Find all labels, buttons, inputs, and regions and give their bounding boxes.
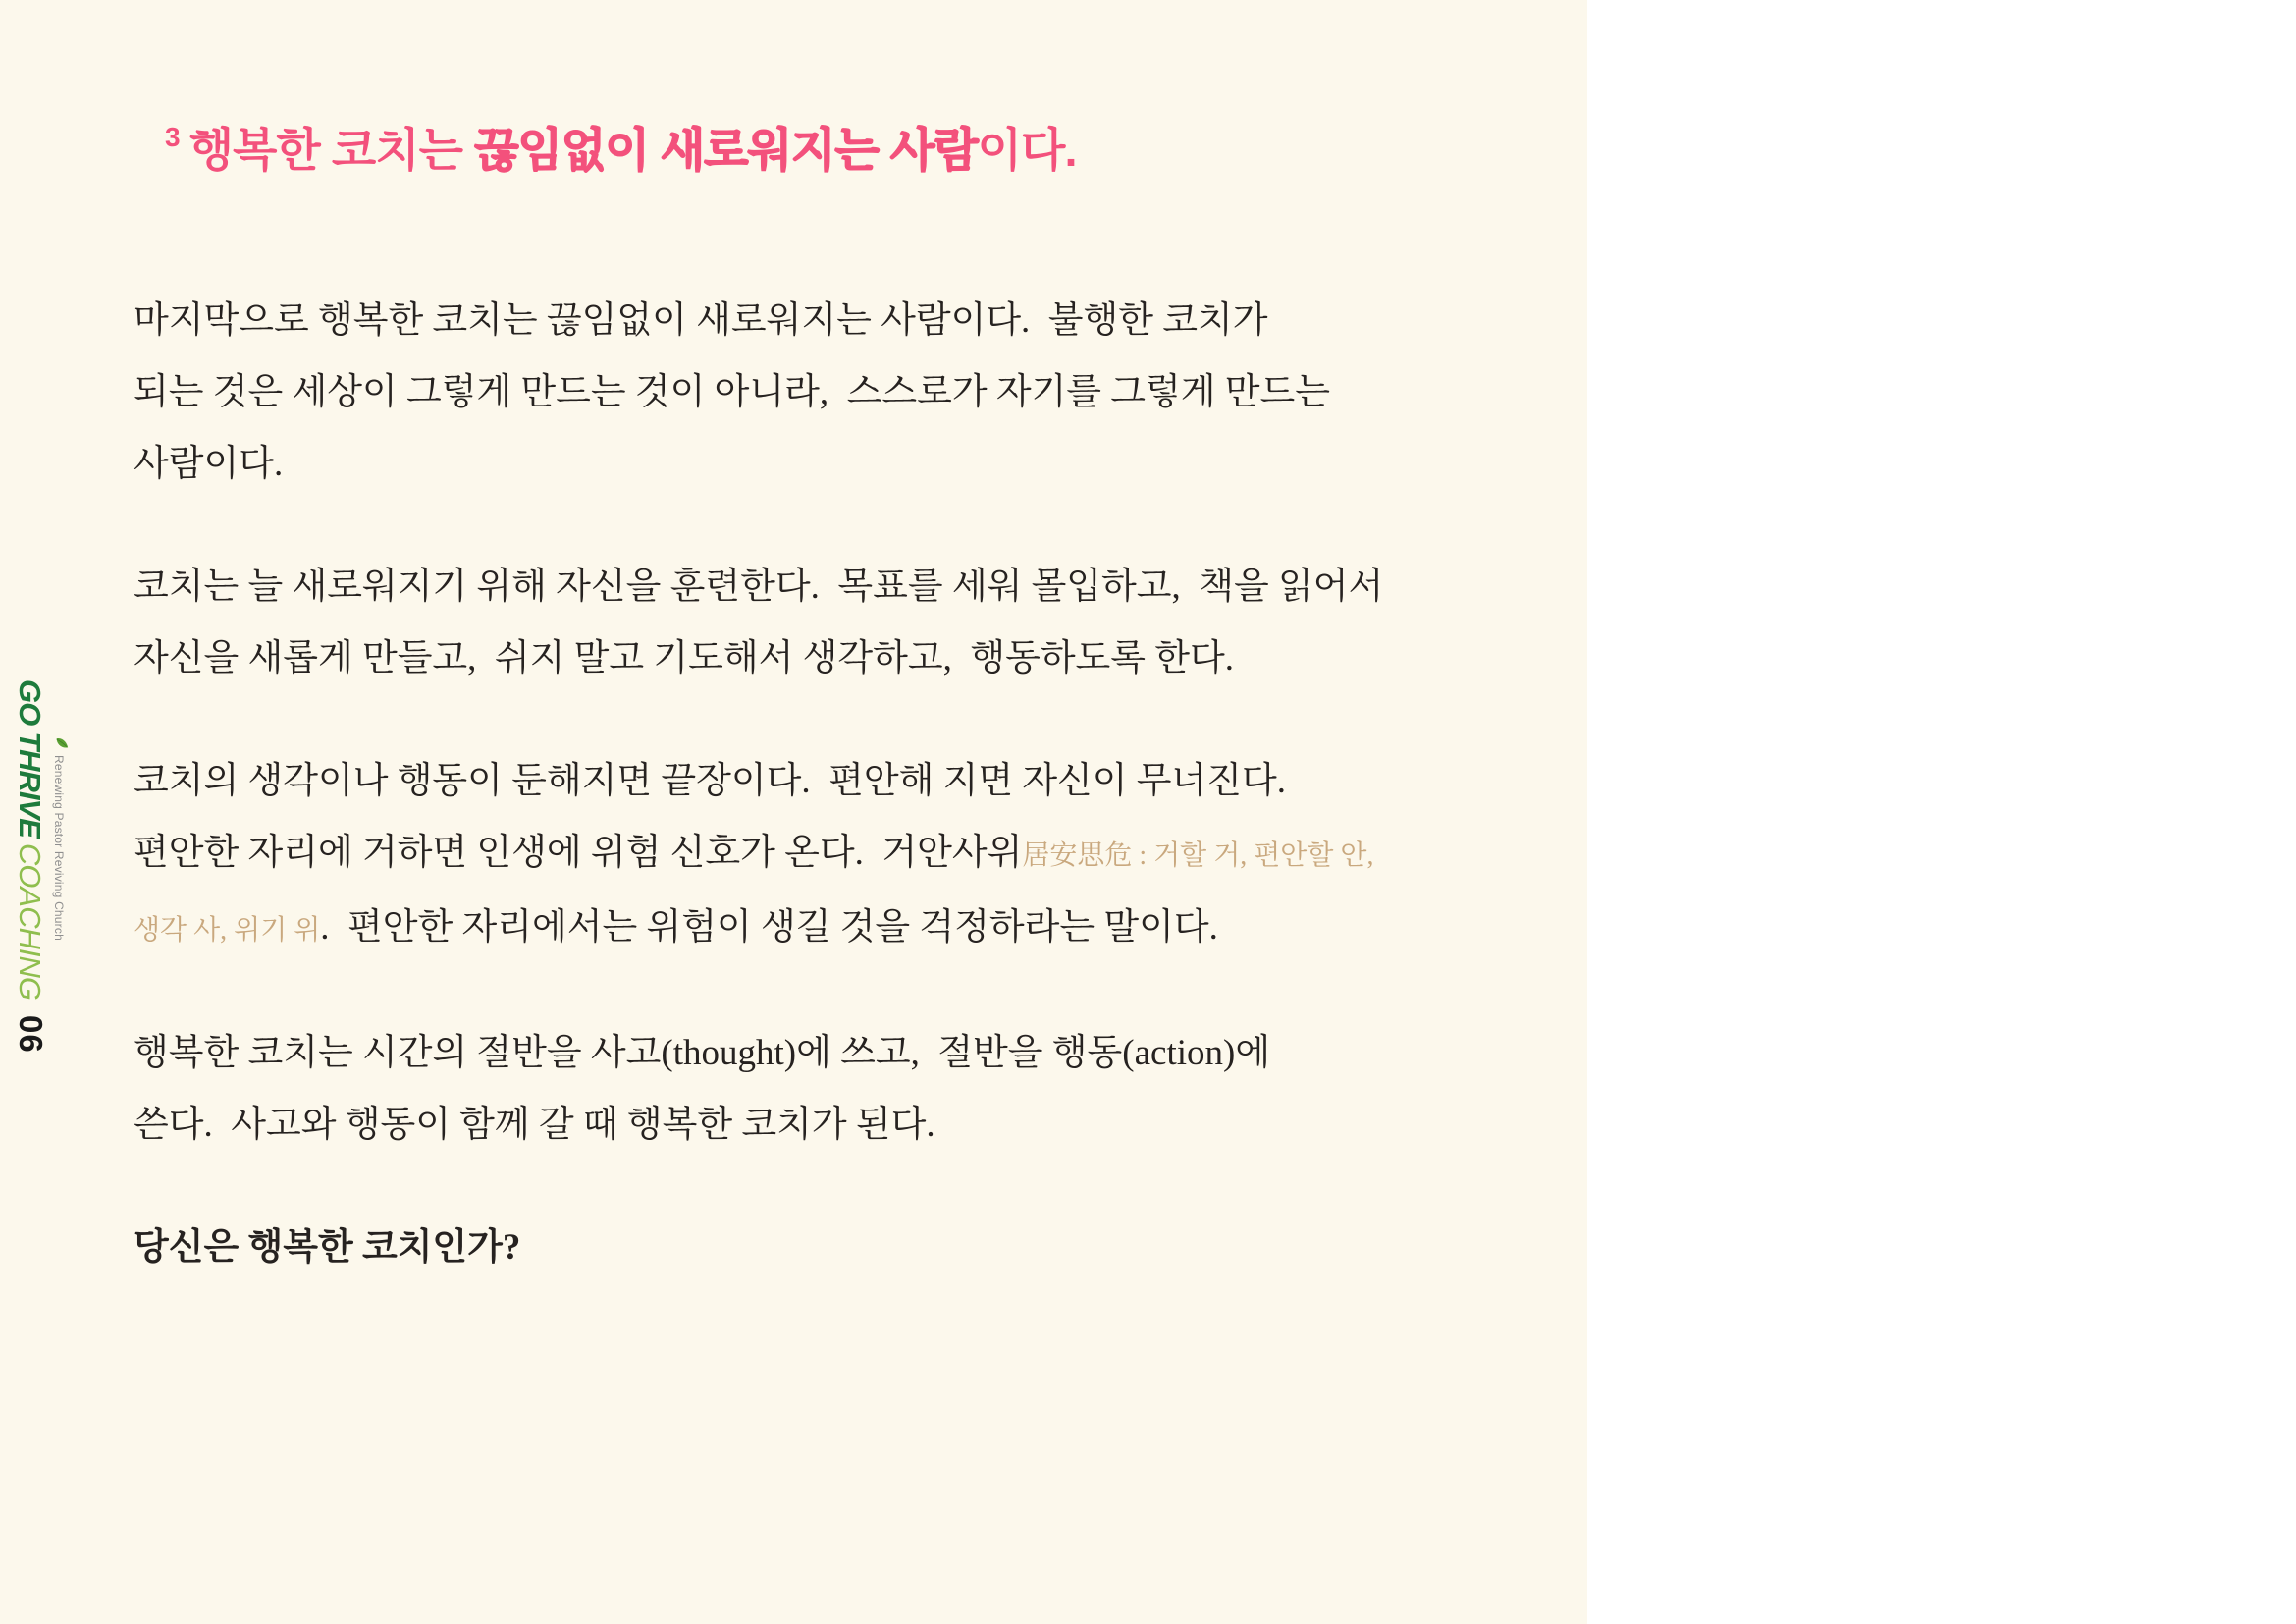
logo-tagline: Renewing Pastor Reviving Church bbox=[52, 755, 66, 941]
go-thrive-coaching-logo bbox=[13, 679, 67, 1054]
body-line bbox=[133, 892, 1527, 966]
body-line: 행복한 코치는 시간의 절반을 사고(thought)에 쓰고, 절반을 행동(action)에 bbox=[133, 1033, 1271, 1073]
logo-word-go: GO bbox=[13, 679, 47, 726]
hanja-annotation: 생각 사, 위기 위 bbox=[133, 915, 321, 946]
body-line-main: 편안한 자리에 거하면 인생에 위험 신호가 온다. 거안사위 bbox=[133, 833, 1023, 873]
body-line: 당신은 행복한 코치인가? bbox=[133, 1227, 521, 1268]
logo-word-thrive: THRIVE bbox=[13, 731, 47, 838]
page-title bbox=[165, 114, 1077, 180]
paragraph-4 bbox=[133, 1017, 1527, 1161]
logo-tagline-row bbox=[51, 736, 67, 994]
heading-text-regular: 행복한 코치는 bbox=[188, 124, 475, 176]
body-line: 마지막으로 행복한 코치는 끊임없이 새로워지는 사람이다. 불행한 코치가 bbox=[133, 300, 1268, 341]
paragraph-1 bbox=[133, 285, 1527, 500]
body-line: 사람이다. bbox=[133, 444, 284, 484]
heading-text-bold: 끊임없이 새로워지는 사람 bbox=[474, 124, 978, 176]
hanja-annotation: 居安思危 : 거할 거, 편안할 안, bbox=[1022, 840, 1374, 871]
body-line: 코치의 생각이나 행동이 둔해지면 끝장이다. 편안해 지면 자신이 무너진다. bbox=[133, 761, 1287, 801]
logo-wordmark-row bbox=[12, 679, 49, 1054]
heading-text-regular-2: 이다. bbox=[977, 124, 1077, 176]
body-line bbox=[133, 817, 1527, 892]
leaf-icon bbox=[48, 734, 71, 753]
body-line: 자신을 새롭게 만들고, 쉬지 말고 기도해서 생각하고, 행동하도록 한다. bbox=[133, 638, 1235, 678]
left-sidebar-logo bbox=[13, 679, 67, 1054]
paragraph-2 bbox=[133, 551, 1527, 694]
body-line: 되는 것은 세상이 그렇게 만드는 것이 아니라, 스스로가 자기를 그렇게 만드는 bbox=[133, 372, 1331, 412]
article-body bbox=[133, 285, 1527, 1334]
body-line-main: . 편안한 자리에서는 위험이 생길 것을 걱정하라는 말이다. bbox=[320, 907, 1218, 947]
body-line: 쓴다. 사고와 행동이 함께 갈 때 행복한 코치가 된다. bbox=[133, 1105, 935, 1145]
paragraph-3 bbox=[133, 745, 1527, 966]
right-white-panel bbox=[1587, 0, 2296, 1624]
page-number: 06 bbox=[13, 1015, 49, 1054]
heading-superscript: 3 bbox=[165, 122, 180, 152]
paragraph-5-question bbox=[133, 1212, 1527, 1283]
logo-word-coaching: COACHING bbox=[13, 842, 47, 1000]
body-line: 코치는 늘 새로워지기 위해 자신을 훈련한다. 목표를 세워 몰입하고, 책을 읽어서 bbox=[133, 567, 1384, 607]
